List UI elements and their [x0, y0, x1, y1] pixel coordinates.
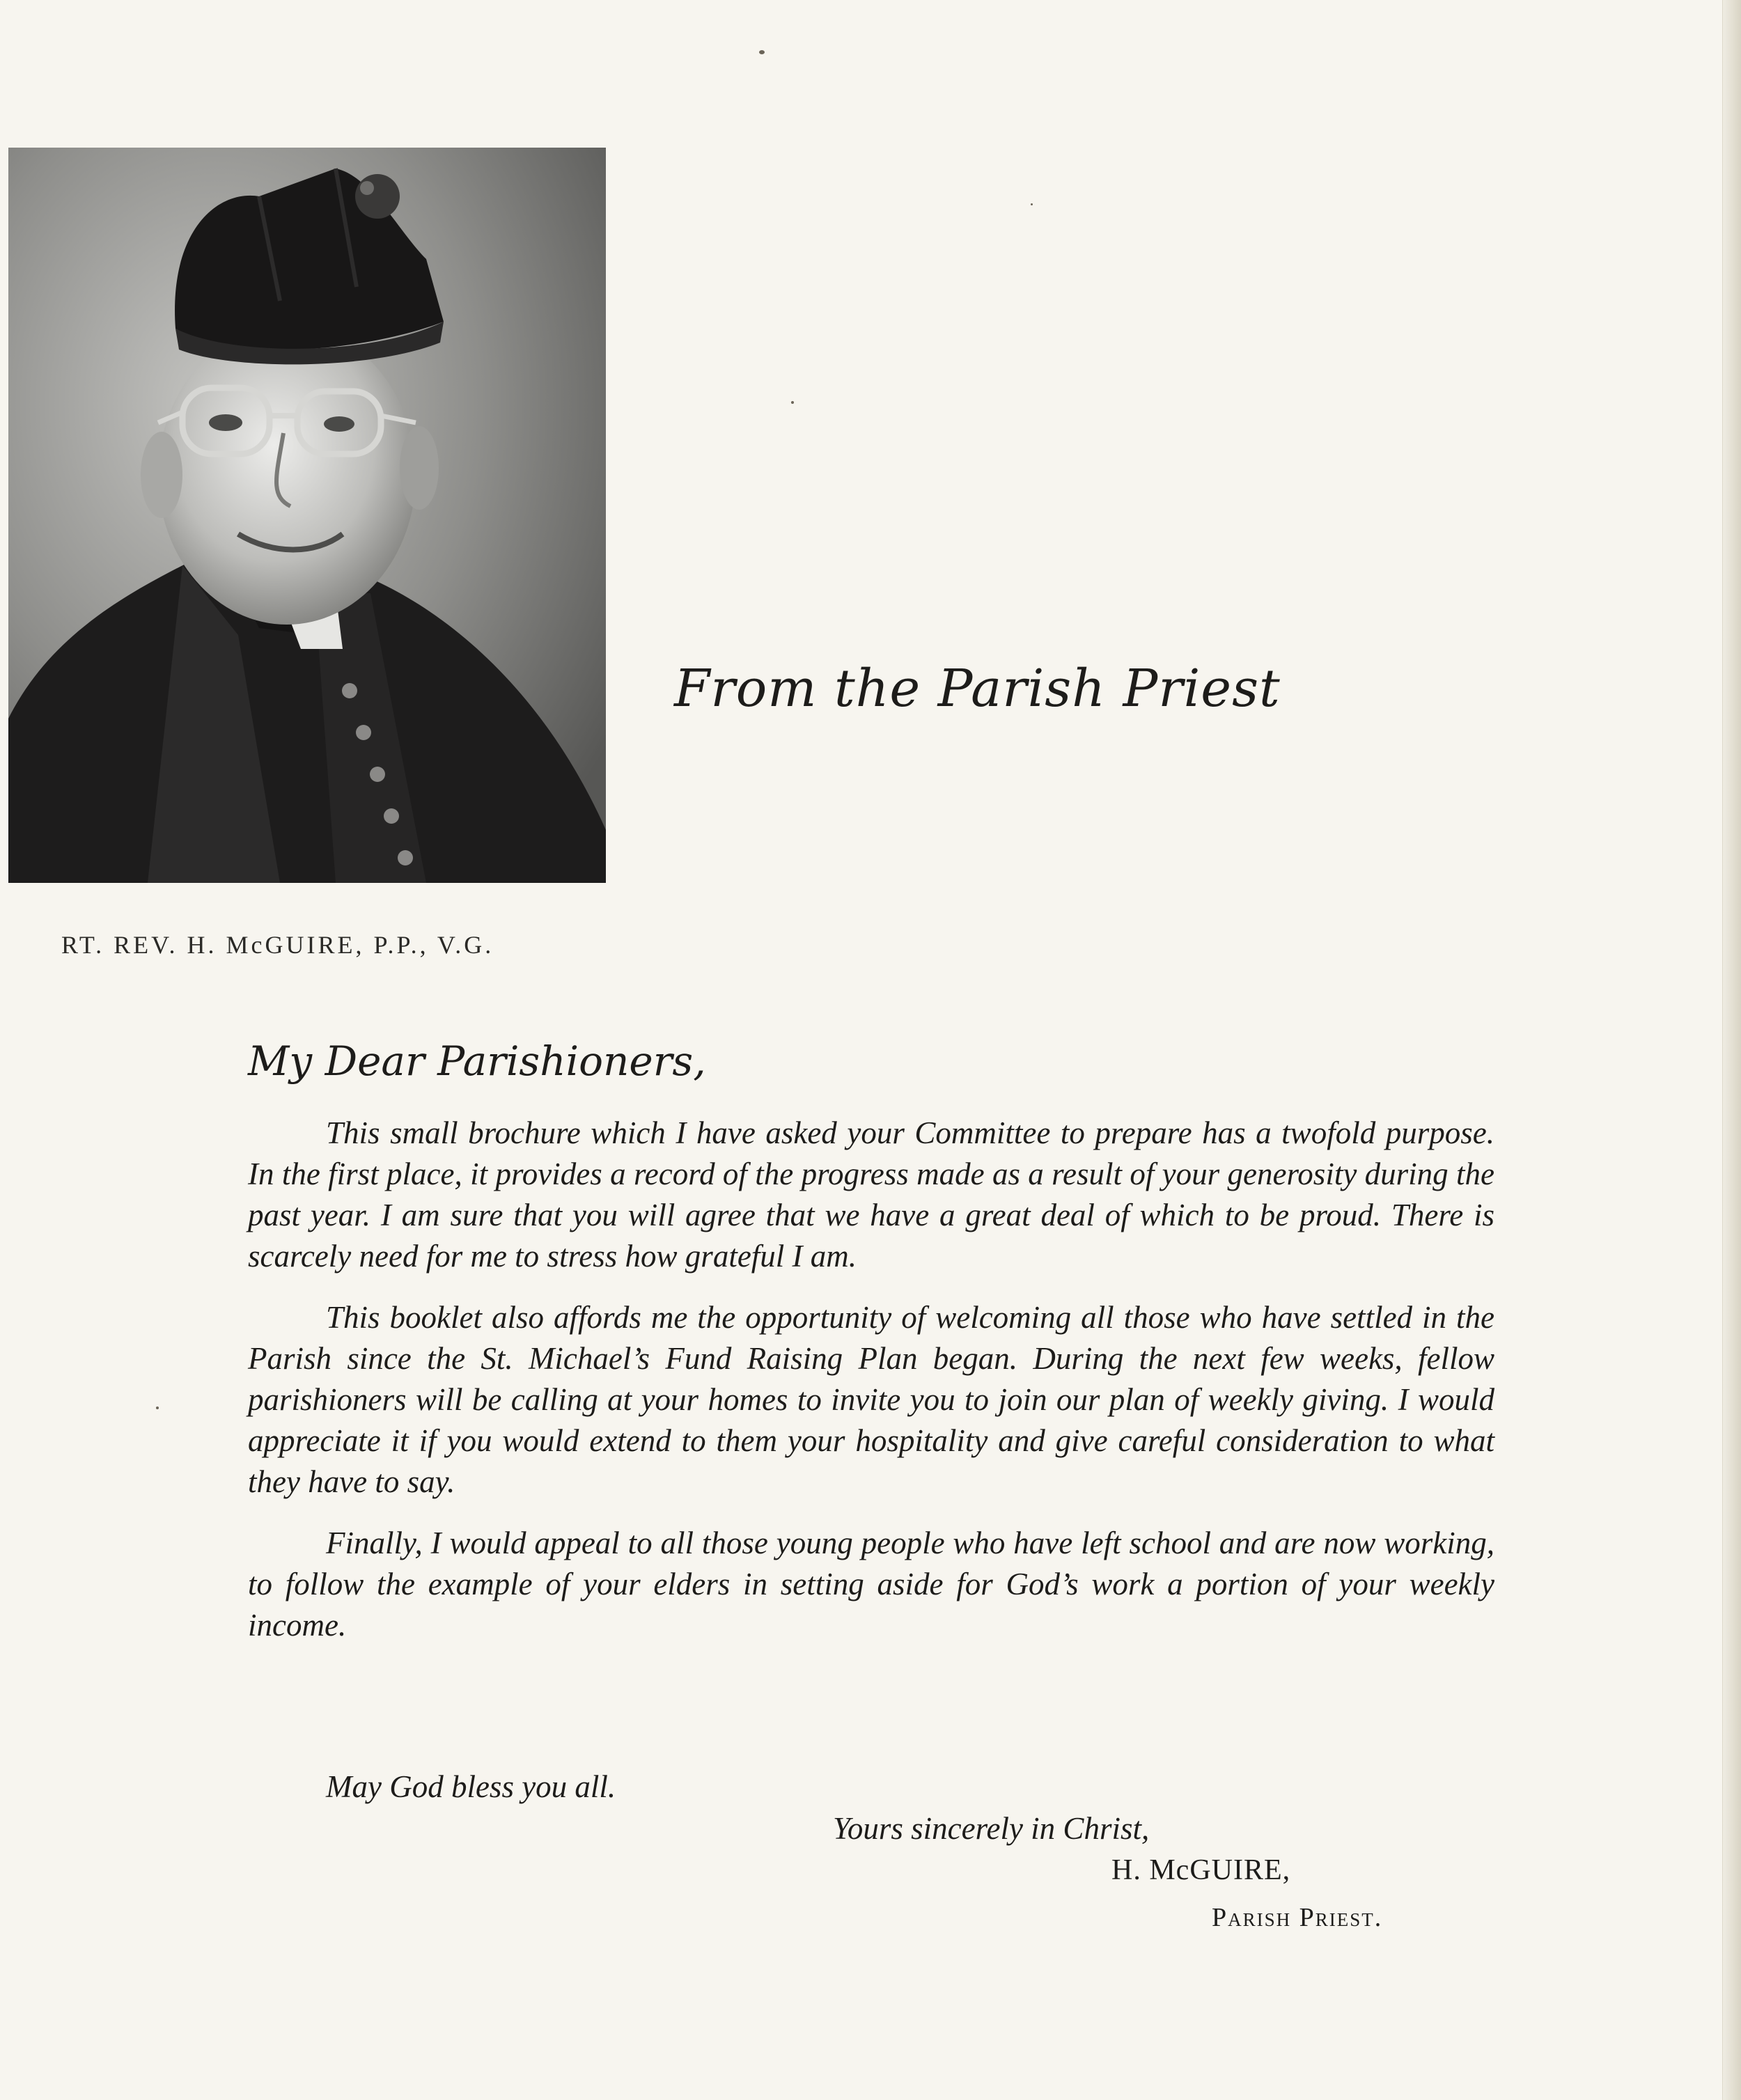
letter-paragraph: This booklet also affords me the opportunity of welcoming all those who have settled in the Parish since the St. Michael’s Fund Raising Plan began. During the next few weeks, fellow parishioners will be calling at your homes to invite you to join our plan of weekly giving. I would appreciate it if you would extend to them your hospitality and give careful consideration to what they have to say.	[248, 1300, 1494, 1499]
page-edge	[1722, 0, 1741, 2100]
paper-speck	[791, 401, 794, 404]
letter-paragraph: Finally, I would appeal to all those young people who have left school and are now working, to follow the example of your elders in setting aside for God’s work a portion of your weekly income.	[248, 1526, 1494, 1643]
page-heading: From the Parish Priest	[674, 659, 1281, 719]
letter-salutation: My Dear Parishioners,	[248, 1037, 706, 1085]
letter-body	[248, 1113, 1494, 1666]
letter-closing: Yours sincerely in Christ,	[833, 1811, 1150, 1846]
paper-speck	[759, 50, 765, 54]
signature-title: Parish Priest.	[1212, 1903, 1383, 1932]
portrait-photo	[8, 148, 606, 883]
letter-paragraph: This small brochure which I have asked your Committee to prepare has a twofold purpose. In the first place, it provides a record of the progress made as a result of your generosity during the past year. I am sure that you will agree that we have a great deal of which to be proud. There is scarcely need for me to stress how grateful I am.	[248, 1115, 1494, 1274]
letter-blessing: May God bless you all.	[326, 1769, 616, 1804]
paper-speck	[1031, 203, 1033, 205]
signature-name: H. McGUIRE,	[1111, 1854, 1291, 1886]
paper-speck	[156, 1406, 159, 1409]
photo-caption: RT. REV. H. McGUIRE, P.P., V.G.	[61, 931, 494, 959]
